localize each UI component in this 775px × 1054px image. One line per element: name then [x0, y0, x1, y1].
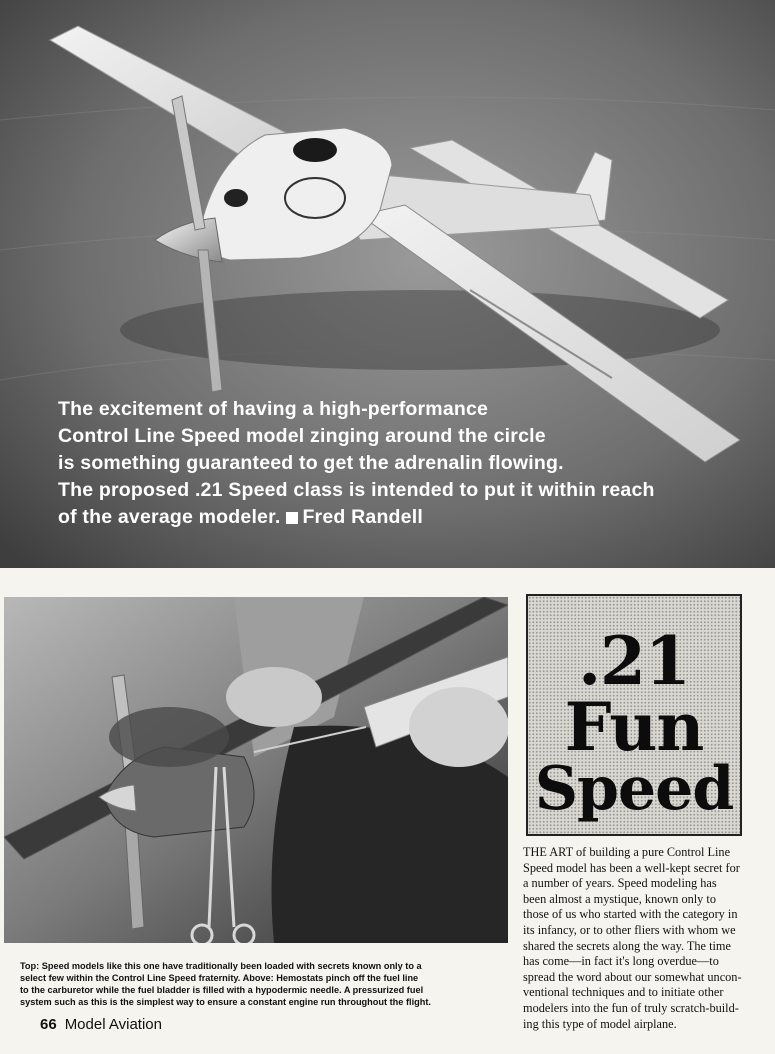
title-line-1: .21 [578, 622, 690, 700]
caption-line-3: is something guaranteed to get the adrenalin flowing. [58, 452, 564, 474]
end-square-icon [286, 512, 298, 524]
caption-line-2: Control Line Speed model zinging around the circle [58, 425, 546, 447]
body-line: ing this type of model airplane. [523, 1016, 677, 1031]
body-line: spread the word about our somewhat uncon- [523, 969, 742, 984]
body-line: modelers into the fun of truly scratch-build- [523, 1000, 739, 1015]
page-number: 66 [40, 1016, 57, 1033]
bottom-photo [4, 597, 508, 943]
page-folio [40, 1016, 162, 1033]
caption-line: system such as this is the simplest way to ensure a constant engine run throughout the flight. [20, 997, 431, 1007]
caption-line-5 [58, 504, 748, 531]
body-line: has come—in fact it's long overdue—to [523, 954, 719, 969]
body-line: a number of years. Speed modeling has [523, 876, 717, 891]
caption-line-4: The proposed .21 Speed class is intended to put it within reach [58, 479, 655, 501]
top-photo-caption [58, 396, 748, 531]
photo-caption [20, 960, 516, 1008]
caption-line: to the carburetor while the fuel bladder is filled with a hypodermic needle. A pressurized fuel [20, 985, 424, 995]
body-line: ventional techniques and to initiate other [523, 985, 724, 1000]
article-title-box [526, 594, 742, 836]
caption-line: Top: Speed models like this one have traditionally been loaded with secrets known only to a [20, 961, 422, 971]
body-line: those of us who started with the category in [523, 907, 738, 922]
caption-line: select few within the Control Line Speed fraternity. Above: Hemostats pinch off the fuel line [20, 973, 419, 983]
caption-last-line: of the average modeler. [58, 506, 281, 528]
title-line-2: Fun [564, 688, 704, 766]
title-line-3: Speed [534, 754, 734, 824]
body-line: shared the secrets along the way. The time [523, 938, 731, 953]
photo-credit: Fred Randell [302, 506, 423, 528]
article-body [523, 845, 753, 1032]
fueling-photo [4, 597, 508, 943]
body-line: been almost a mystique, known only to [523, 891, 716, 906]
caption-line-1: The excitement of having a high-performance [58, 398, 489, 420]
body-line: Speed model has been a well-kept secret for [523, 860, 740, 875]
publication-name: Model Aviation [64, 1016, 162, 1033]
body-line: THE ART of building a pure Control Line [523, 845, 731, 859]
body-line: its infancy, or to other fliers with whom we [523, 922, 736, 937]
